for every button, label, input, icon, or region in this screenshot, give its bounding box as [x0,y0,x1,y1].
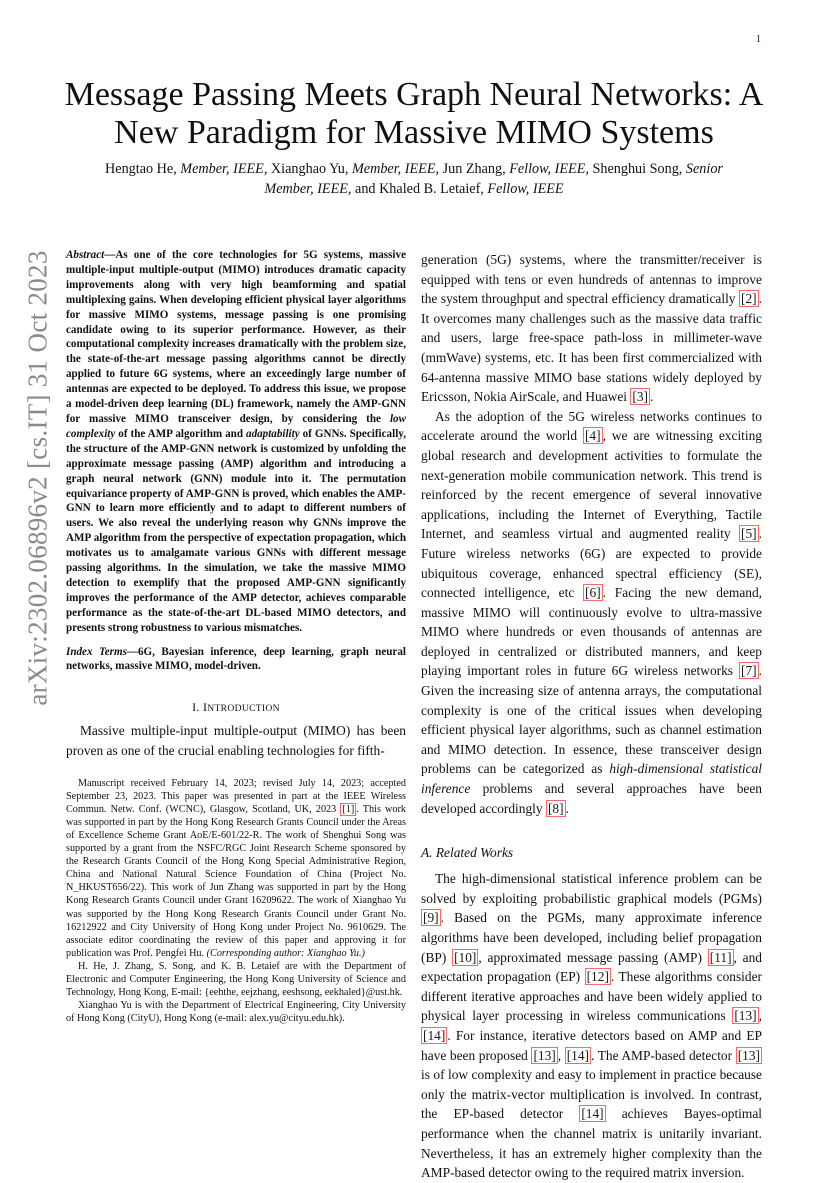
author-affil: Member, IEEE, [180,161,268,177]
body-emphasis: high-dimensional statistical inference [421,761,762,797]
right-column [421,250,762,1183]
citation-link[interactable]: [14] [566,1047,590,1063]
body-text: As the adoption of the 5G wireless networks continues to accelerate around the world [421,408,762,444]
section-title-cap: I [203,700,208,715]
body-text: . The AMP-based detector [591,1047,736,1063]
citation-link[interactable]: [13] [737,1047,760,1063]
author-name: Jun Zhang, [439,161,510,177]
body-text: . For instance, iterative detectors based on AMP and EP have been proposed [421,1027,762,1063]
footnotes [66,777,406,1026]
footnote-text: . This work was supported in part by the Hong Kong Research Grants Council under the Areas of Excellence Scheme Grant AoE/E-601/22-R. The work of Shenghui Song was supported by a grant from the NSFC/RGC Joint Research Scheme sponsored by the Research Grants Council of the Hong Kong Special Administrative Region, China and National Natural Science Foundation of China (Project No. N_HKUST656/22). This work of Jun Zhang was supported in part by the Hong Kong Research Grants Council under Grant 16209622. The work of Xianghao Yu was supported by the Hong Kong Research Grants Council under Grant No. 16212922 and City University of Hong Kong under Project No. 9610629. The associate editor coordinating the review of this paper and approving it for publication was Prof. Pengfei Hu. [66,803,406,959]
footnote-manuscript [66,777,406,960]
citation-link[interactable]: [6] [585,585,601,601]
citation-link[interactable]: [9] [423,910,439,926]
intro-paragraph-1 [421,250,762,407]
citation-link[interactable]: [14] [423,1027,446,1043]
intro-paragraph-start: Massive multiple-input multiple-output (MIMO) has been proven as one of the crucial enabling technologies for fifth- [66,723,406,758]
index-terms-text: —6G, Bayesian inference, deep learning, graph neural networks, massive MIMO, model-driven. [66,645,406,673]
body-text: achieves Bayes-optimal performance when the channel matrix is unitarily invariant. Nevertheless, it has an extremely higher complexity than the AMP-based detector owing to the required matrix inversion. [421,1106,762,1181]
related-works-paragraph [421,869,762,1183]
citation-link[interactable]: [2] [741,291,757,307]
author-affil: Fellow, IEEE [487,181,564,197]
body-text: problems and several approaches have been developed accordingly [421,781,762,816]
paper-title: Message Passing Meets Graph Neural Networks: A New Paradigm for Massive MIMO Systems [64,76,764,151]
body-text: , we are witnessing exciting global research and development activities to formulate the next-generation mobile communication network. This trend is reinforced by the recent emergence of several innovative applications, including the Internet of Everything, Tactile Internet, and seamless virtual and augmented reality [421,428,762,542]
footnote-affiliation-cityu: Xianghao Yu is with the Department of Electrical Engineering, City University of Hong Kong (CityU), Hong Kong (e-mail: alex.yu@cityu.edu.hk). [66,1000,406,1025]
citation-link[interactable]: [8] [547,800,564,816]
index-terms [66,645,406,675]
body-text: , [758,1008,762,1024]
citation-link[interactable]: [5] [741,526,757,542]
page-number: 1 [756,34,761,45]
body-text: . [649,389,654,405]
footnote-affiliation-hkust: H. He, J. Zhang, S. Song, and K. B. Letaief are with the Department of Electronic and Computer Engineering, the Hong Kong University of Science and Technology, Hong Kong, E-mail: {eehthe, eejzhang, eeshsong, eekhaled}@ust.hk. [66,960,406,999]
body-text: . Future wireless networks (6G) are expected to provide ubiquitous coverage, enhanced spectral efficiency (SE), connected intelligence, etc [421,526,762,601]
arxiv-id: arXiv:2302.06896v2 [cs.IT] 31 Oct 2023 [22,250,53,706]
intro-paragraph-2 [421,407,762,818]
index-terms-label: Index Terms [66,645,127,658]
abstract-emphasis: adaptability [246,427,300,440]
body-text: is of low complexity and easy to implement in practice because only the matrix-vector multiplication is involved. In contrast, the EP-based detector [421,1067,762,1122]
abstract-text: of the AMP algorithm and [115,427,247,440]
body-text: generation (5G) systems, where the transmitter/receiver is equipped with tens or even hundreds of antennas to improve the system throughput and spectral efficiency dramatically [421,252,762,307]
body-text: . [565,800,569,816]
body-text: The high-dimensional statistical inference problem can be solved by exploiting probabilistic graphical models (PGMs) [421,871,762,906]
author-list [80,159,748,199]
citation-link[interactable]: [11] [709,949,732,965]
citation-link[interactable]: [4] [584,428,601,444]
section-title-smallcaps: NTRODUCTION [207,703,280,715]
author-affil: Fellow, IEEE, [509,161,589,177]
section-heading-introduction [66,700,406,715]
footnote-text: Manuscript received February 14, 2023; revised July 14, 2023; accepted September 23, 2023. This paper was presented in part at the IEEE Wireless Commun. Netw. Conf. (WCNC), Glasgow, Scotland, UK, 2023 [66,777,406,815]
abstract [66,248,406,636]
citation-link[interactable]: [12] [586,969,609,985]
body-text: . Given the increasing size of antenna arrays, the computational complexity is one of the critical issues when developing efficient physical layer algorithms, such as channel estimation and MIMO detection. In essence, these transceiver design problems can be categorized as [421,663,762,777]
abstract-text: of GNNs. Specifically, the structure of the AMP-GNN network is customized by unfolding the approximate message passing (AMP) algorithm and introducing a graph neural network (GNN) module into it. The permutation equivariance property of AMP-GNN is proved, which enables the AMP-GNN to learn more efficiently and to adapt to different numbers of users. We also reveal the underlying reason why GNNs improve the AMP algorithm from the perspective of expectation propagation, which motivates us to amalgamate various GNNs with different message passing algorithms. In the simulation, we take the massive MIMO detection to exemplify that the proposed AMP-GNN significantly improves the performance of the AMP detector, achieves comparable performance as the state-of-the-art DL-based MIMO detectors, and presents strong robustness to various mismatches. [66,427,406,634]
citation-link[interactable]: [13] [734,1008,757,1024]
citation-link[interactable]: [3] [632,389,648,405]
author-affil: Senior Member, IEEE, [264,161,723,197]
footnote-corresponding: (Corresponding author: Xianghao Yu.) [206,947,365,959]
author-name: Hengtao He, [105,161,181,177]
body-text: . It overcomes many challenges such as the massive data traffic and users, large free-space path-loss in millimeter-wave (mmWave) systems, etc. It has been first commercialized with 64-antenna massive MIMO base stations widely deployed by Ericsson, Nokia AirScale, and Huawei [421,291,762,405]
body-text: . Facing the new demand, massive MIMO will continuously evolve to ultra-massive MIMO where hundreds or even thousands of antennas are deployed in centralized or distributed manners, and keep playing important roles in future 6G wireless networks [421,585,763,679]
body-text: , and expectation propagation (EP) [421,949,763,985]
section-number: I. [192,700,203,715]
body-text: . These algorithms consider different iterative approaches and have been widely applied to physical layer processing in wireless communications [421,969,762,1024]
abstract-text: —As one of the core technologies for 5G systems, massive multiple-input multiple-output (MIMO) introduces dramatic capacity improvements along with very high beamforming and spatial multiplexing gains. When developing efficient physical layer algorithms for massive MIMO systems, message passing is one promising candidate owing to its superior performance. However, as their computational complexity increases dramatically with the problem size, the state-of-the-art message passing algorithms cannot be directly applied to future 6G systems, where an exceedingly large number of antennas are expected to be deployed. To address this issue, we propose a model-driven deep learning (DL) framework, namely the AMP-GNN for massive MIMO transceiver design, by considering the [66,249,406,425]
abstract-emphasis: low complexity [66,412,406,440]
abstract-label: Abstract [66,249,105,261]
subsection-heading-related-works: A. Related Works [421,845,514,861]
author-name: Shenghui Song, [588,161,686,177]
citation-link[interactable]: [7] [741,663,757,679]
author-affil: Member, IEEE, [351,161,440,177]
citation-link[interactable]: [13] [533,1047,556,1063]
citation-link[interactable]: [10] [454,949,477,965]
body-text: . Based on the PGMs, many approximate inference algorithms have been developed, including belief propagation (BP) [421,910,762,965]
left-column [66,248,406,1025]
body-text: , [557,1047,565,1063]
body-text: , approximated message passing (AMP) [478,949,708,965]
citation-link[interactable]: [14] [581,1106,604,1122]
author-name: and Khaled B. Letaief, [351,181,488,197]
citation-link[interactable]: [1] [342,803,355,815]
author-name: Xianghao Yu, [267,161,352,177]
